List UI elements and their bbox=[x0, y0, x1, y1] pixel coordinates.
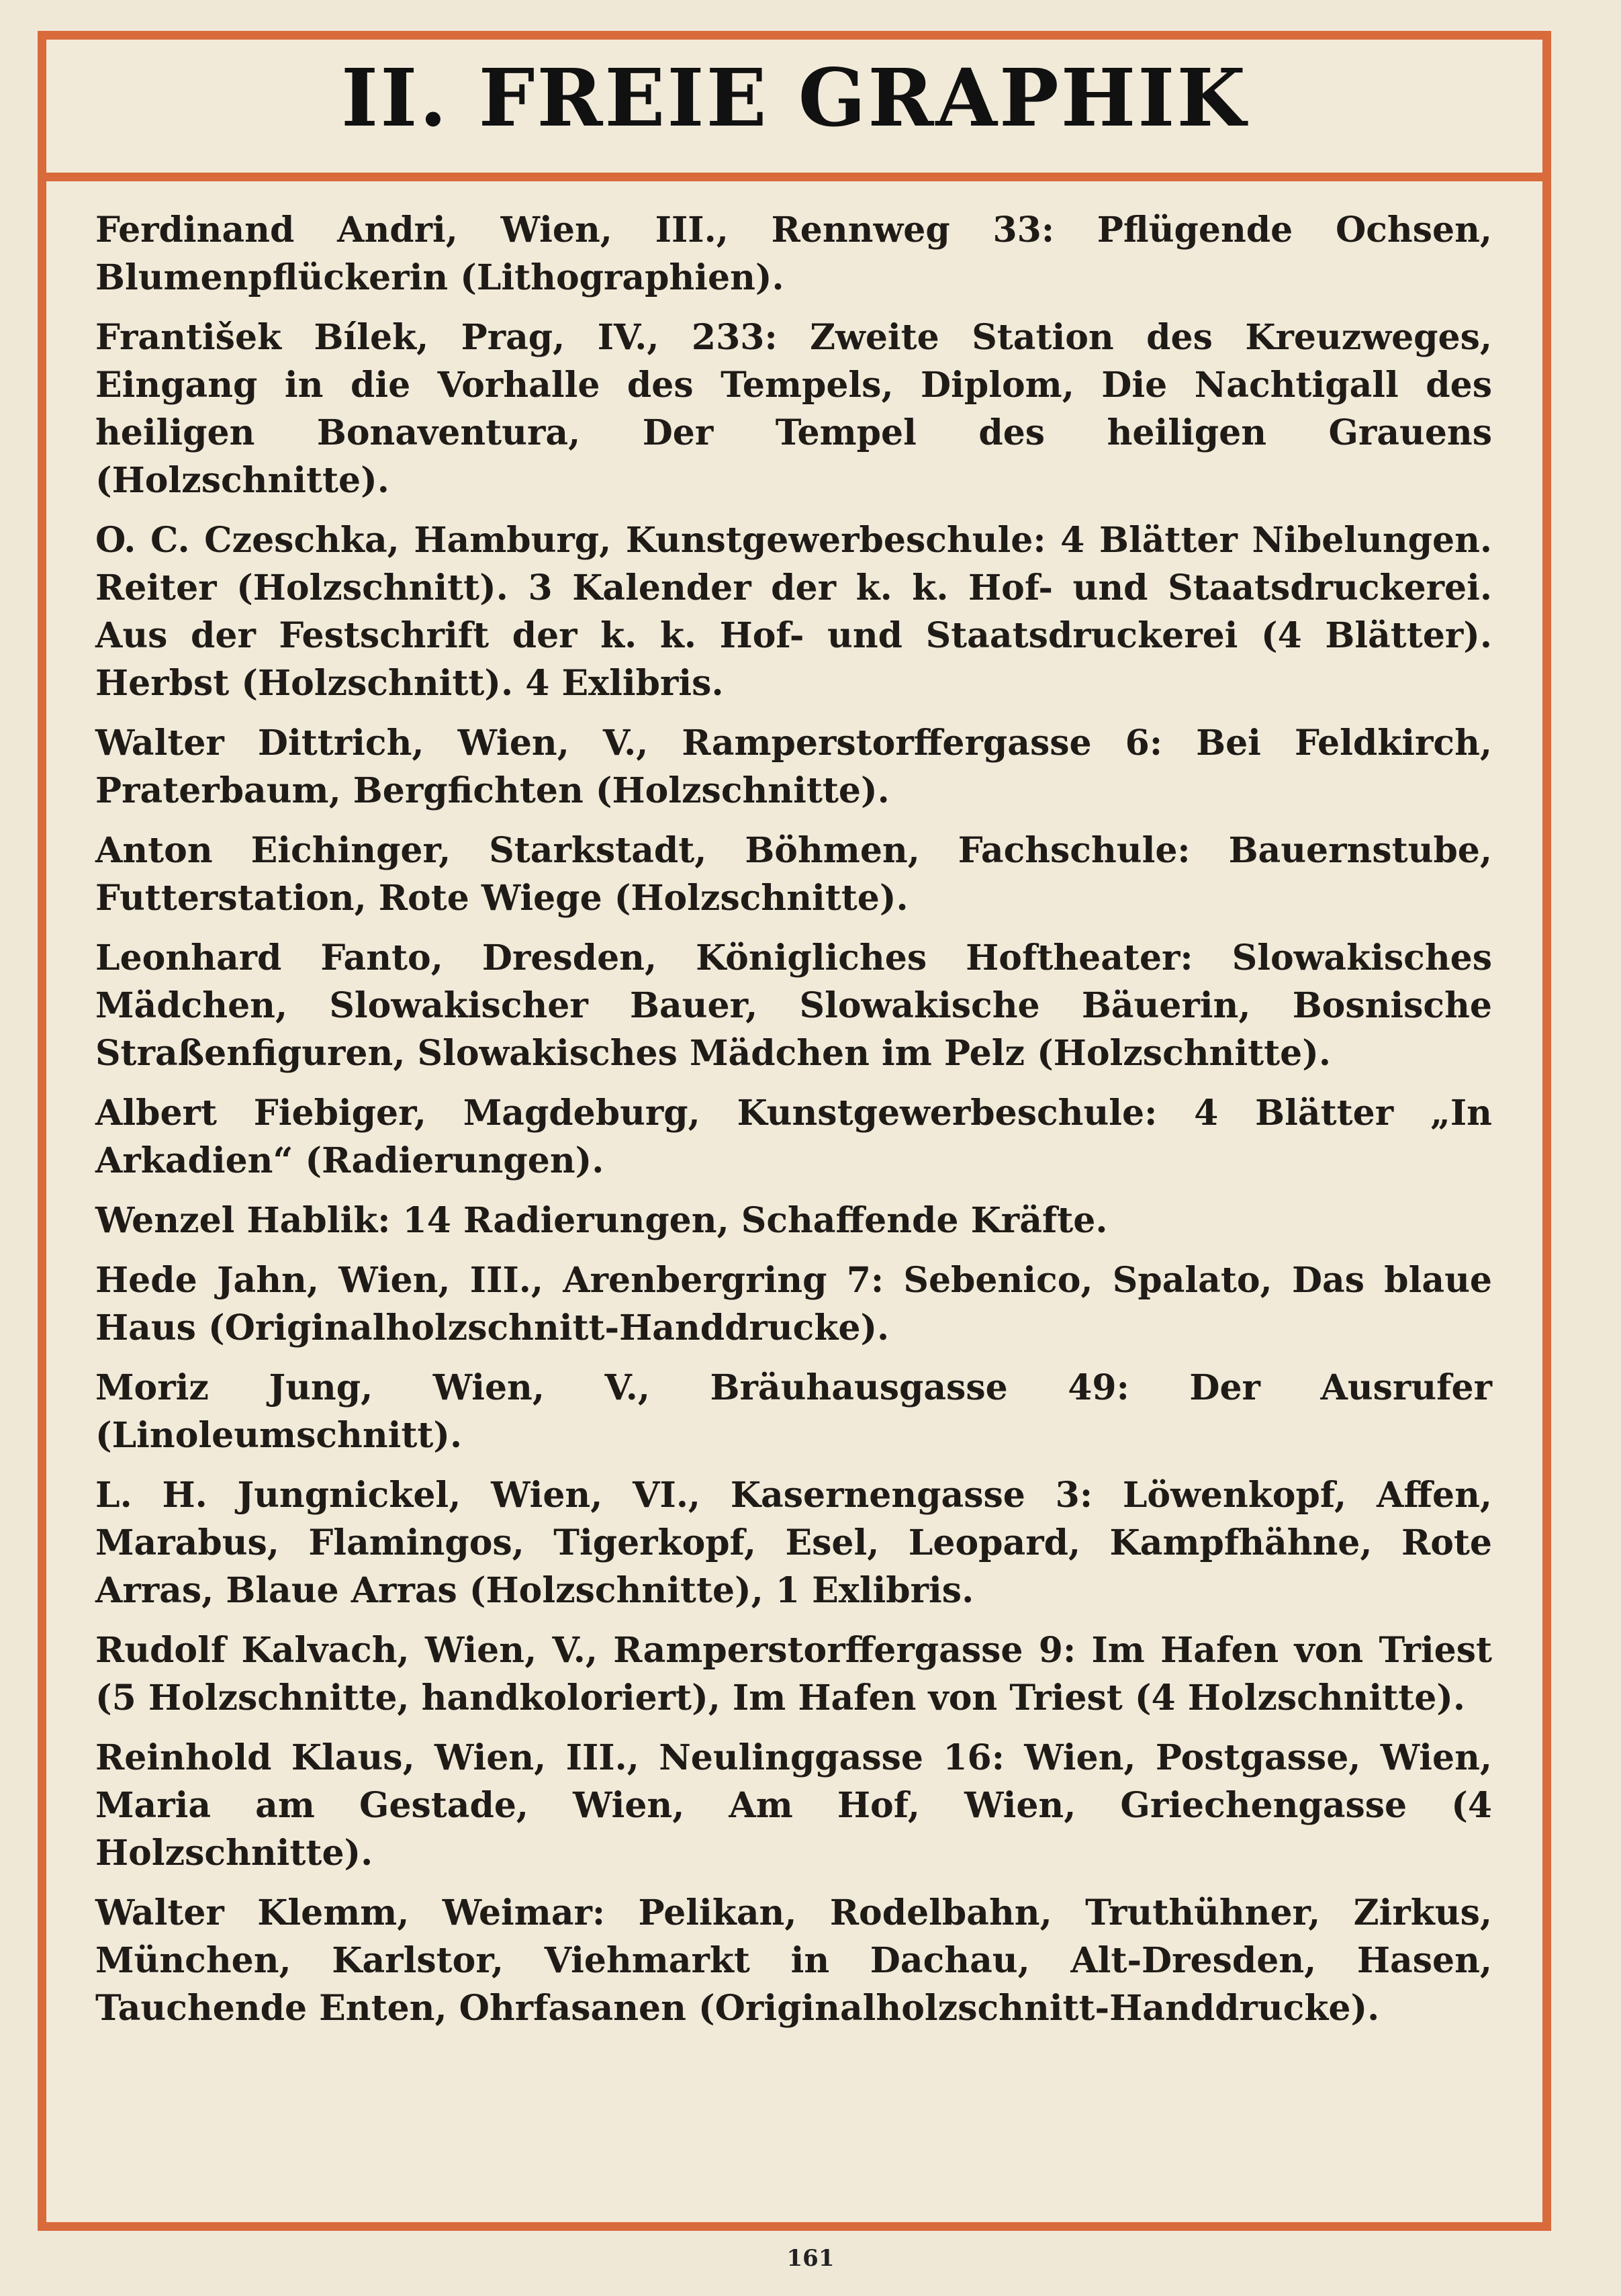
artist-entry: František Bílek, Prag, IV., 233: Zweite Station des Kreuzweges, Eingang in die Vorhalle des Tempels, Diplom, Die Nachtigall des heiligen Bonaventura, Der Tempel des heiligen Grauens (Holzschnitte). bbox=[95, 317, 1492, 501]
artist-entry: Hede Jahn, Wien, III., Arenbergring 7: Sebenico, Spalato, Das blaue Haus (Originalholzschnitt-Handdrucke). bbox=[95, 1260, 1492, 1348]
artist-entry: Reinhold Klaus, Wien, III., Neulinggasse 16: Wien, Postgasse, Wien, Maria am Gestade, Wien, Am Hof, Wien, Griechengasse (4 Holzschnitte). bbox=[95, 1737, 1492, 1874]
page-number: 161 bbox=[786, 2245, 835, 2272]
artist-entry: Walter Dittrich, Wien, V., Ramperstorffergasse 6: Bei Feldkirch, Praterbaum, Bergfichten (Holzschnitte). bbox=[95, 723, 1492, 811]
artist-entry: L. H. Jungnickel, Wien, VI., Kasernengasse 3: Löwenkopf, Affen, Marabus, Flamingos, Tigerkopf, Esel, Leopard, Kampfhähne, Rote Arras, Blaue Arras (Holzschnitte), 1 Exlibris. bbox=[95, 1475, 1492, 1611]
artist-entry: Wenzel Hablik: 14 Radierungen, Schaffende Kräfte. bbox=[95, 1200, 1108, 1241]
artist-entry: O. C. Czeschka, Hamburg, Kunstgewerbeschule: 4 Blätter Nibelungen. Reiter (Holzschnitt). 3 Kalender der k. k. Hof- und Staatsdruckerei. Aus der Festschrift der k. k. Hof- und Staatsdruckerei (4 Blätter). Herbst (Holzschnitt). 4 Exlibris. bbox=[95, 520, 1492, 704]
artist-entry: Anton Eichinger, Starkstadt, Böhmen, Fachschule: Bauernstube, Futterstation, Rote Wiege (Holzschnitte). bbox=[95, 830, 1492, 919]
artist-entry: Albert Fiebiger, Magdeburg, Kunstgewerbeschule: 4 Blätter „In Arkadien“ (Radierungen). bbox=[95, 1093, 1492, 1181]
artist-entry: Walter Klemm, Weimar: Pelikan, Rodelbahn, Truthühner, Zirkus, München, Karlstor, Viehmarkt in Dachau, Alt-Dresden, Hasen, Tauchende Enten, Ohrfasanen (Originalholzschnitt-Handdrucke). bbox=[95, 1892, 1492, 2029]
artist-entry: Ferdinand Andri, Wien, III., Rennweg 33: Pflügende Ochsen, Blumenpflückerin (Lithographien). bbox=[95, 210, 1492, 298]
artist-entry: Rudolf Kalvach, Wien, V., Ramperstorffergasse 9: Im Hafen von Triest (5 Holzschnitte, handkoloriert), Im Hafen von Triest (4 Holzschnitte). bbox=[95, 1630, 1492, 1718]
artist-entry: Moriz Jung, Wien, V., Bräuhausgasse 49: Der Ausrufer (Linoleumschnitt). bbox=[95, 1367, 1492, 1456]
section-title: II. FREIE GRAPHIK bbox=[341, 51, 1248, 144]
title-box bbox=[46, 40, 1542, 181]
page-frame bbox=[38, 31, 1551, 2231]
artist-list bbox=[95, 206, 1492, 2044]
artist-entry: Leonhard Fanto, Dresden, Königliches Hoftheater: Slowakisches Mädchen, Slowakischer Bauer, Slowakische Bäuerin, Bosnische Straßenfiguren, Slowakisches Mädchen im Pelz (Holzschnitte). bbox=[95, 937, 1492, 1074]
